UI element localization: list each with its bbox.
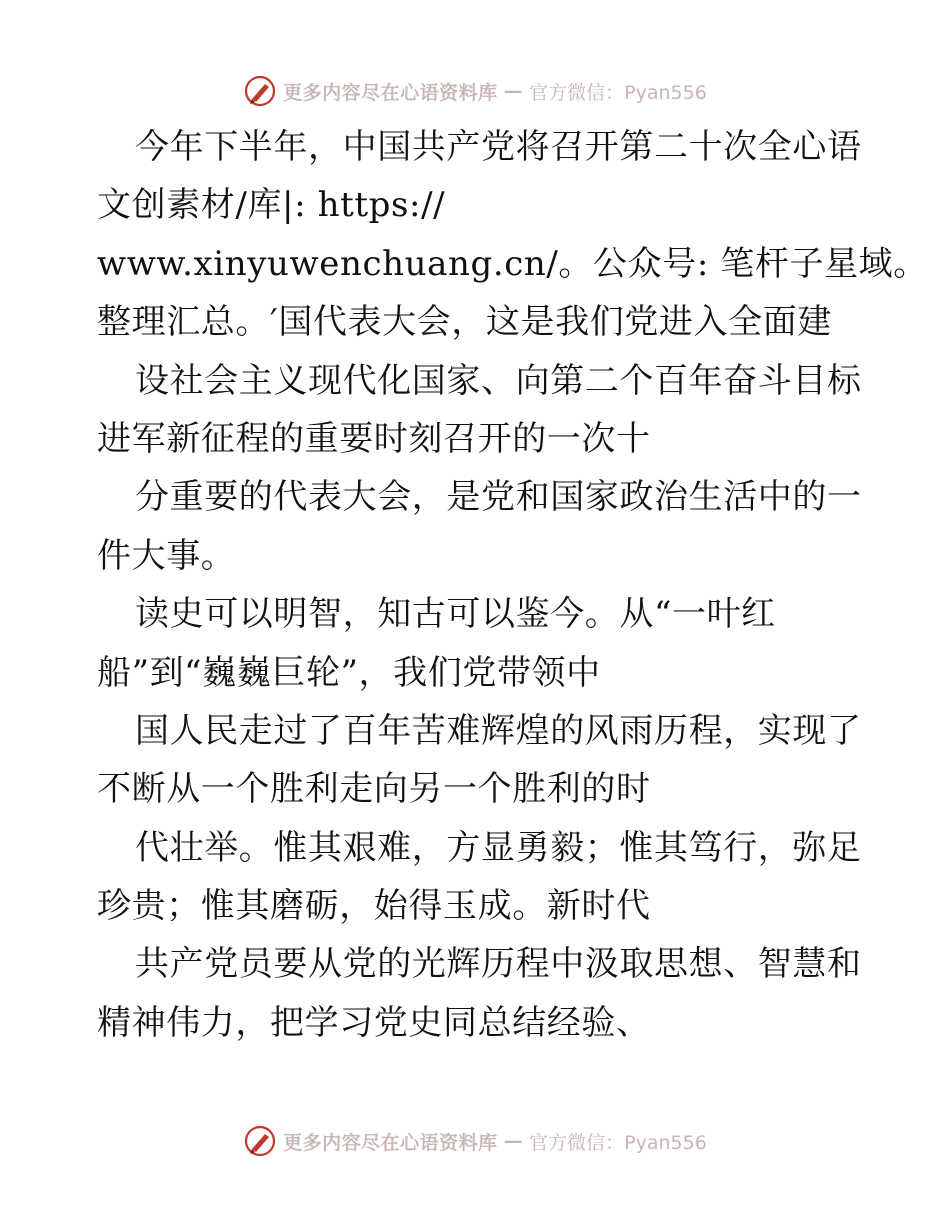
body-line: 件大事。: [97, 535, 236, 576]
body-line: 进军新征程的重要时刻召开的一次十: [97, 418, 651, 459]
body-line: 读史可以明智，知古可以鉴今。从“一叶红: [135, 594, 776, 635]
header-watermark: [0, 71, 950, 111]
body-line: 整理汇总。′国代表大会，这是我们党进入全面建: [97, 302, 832, 343]
body-line: www.xinyuwenchuang.cn/。公众号: 笔杆子星域。: [97, 243, 928, 284]
pen-logo-icon: [243, 1124, 277, 1158]
body-line: 代壮举。惟其艰难，方显勇毅；惟其笃行，弥足: [135, 827, 862, 868]
body-line: 分重要的代表大会，是党和国家政治生活中的一: [135, 477, 862, 518]
watermark-wechat: 官方微信：Pyan556: [529, 1131, 707, 1154]
body-line: 国人民走过了百年苦难辉煌的风雨历程，实现了: [135, 710, 862, 751]
body-line: 珍贵；惟其磨砺，始得玉成。新时代: [97, 886, 651, 927]
body-line: 精神伟力，把学习党史同总结经验、: [97, 1002, 651, 1043]
watermark-wechat: 官方微信：Pyan556: [529, 81, 707, 104]
body-line: 不断从一个胜利走向另一个胜利的时: [97, 769, 651, 810]
body-line: 共产党员要从党的光辉历程中汲取思想、智慧和: [135, 944, 862, 985]
watermark-text: 更多内容尽在心语资料库: [283, 1131, 498, 1154]
body-line: 文创素材/库|: https://: [97, 185, 446, 226]
watermark-text: 更多内容尽在心语资料库: [283, 81, 498, 104]
footer-watermark: [0, 1121, 950, 1161]
watermark-dash: —: [503, 1130, 524, 1152]
pen-logo-icon: [243, 74, 277, 108]
document-body: [97, 118, 928, 1052]
body-line: 船”到“巍巍巨轮”，我们党带领中: [97, 652, 601, 693]
body-line: 今年下半年，中国共产党将召开第二十次全心语: [135, 127, 862, 167]
watermark-dash: —: [503, 80, 524, 102]
body-line: 设社会主义现代化国家、向第二个百年奋斗目标: [135, 360, 862, 401]
